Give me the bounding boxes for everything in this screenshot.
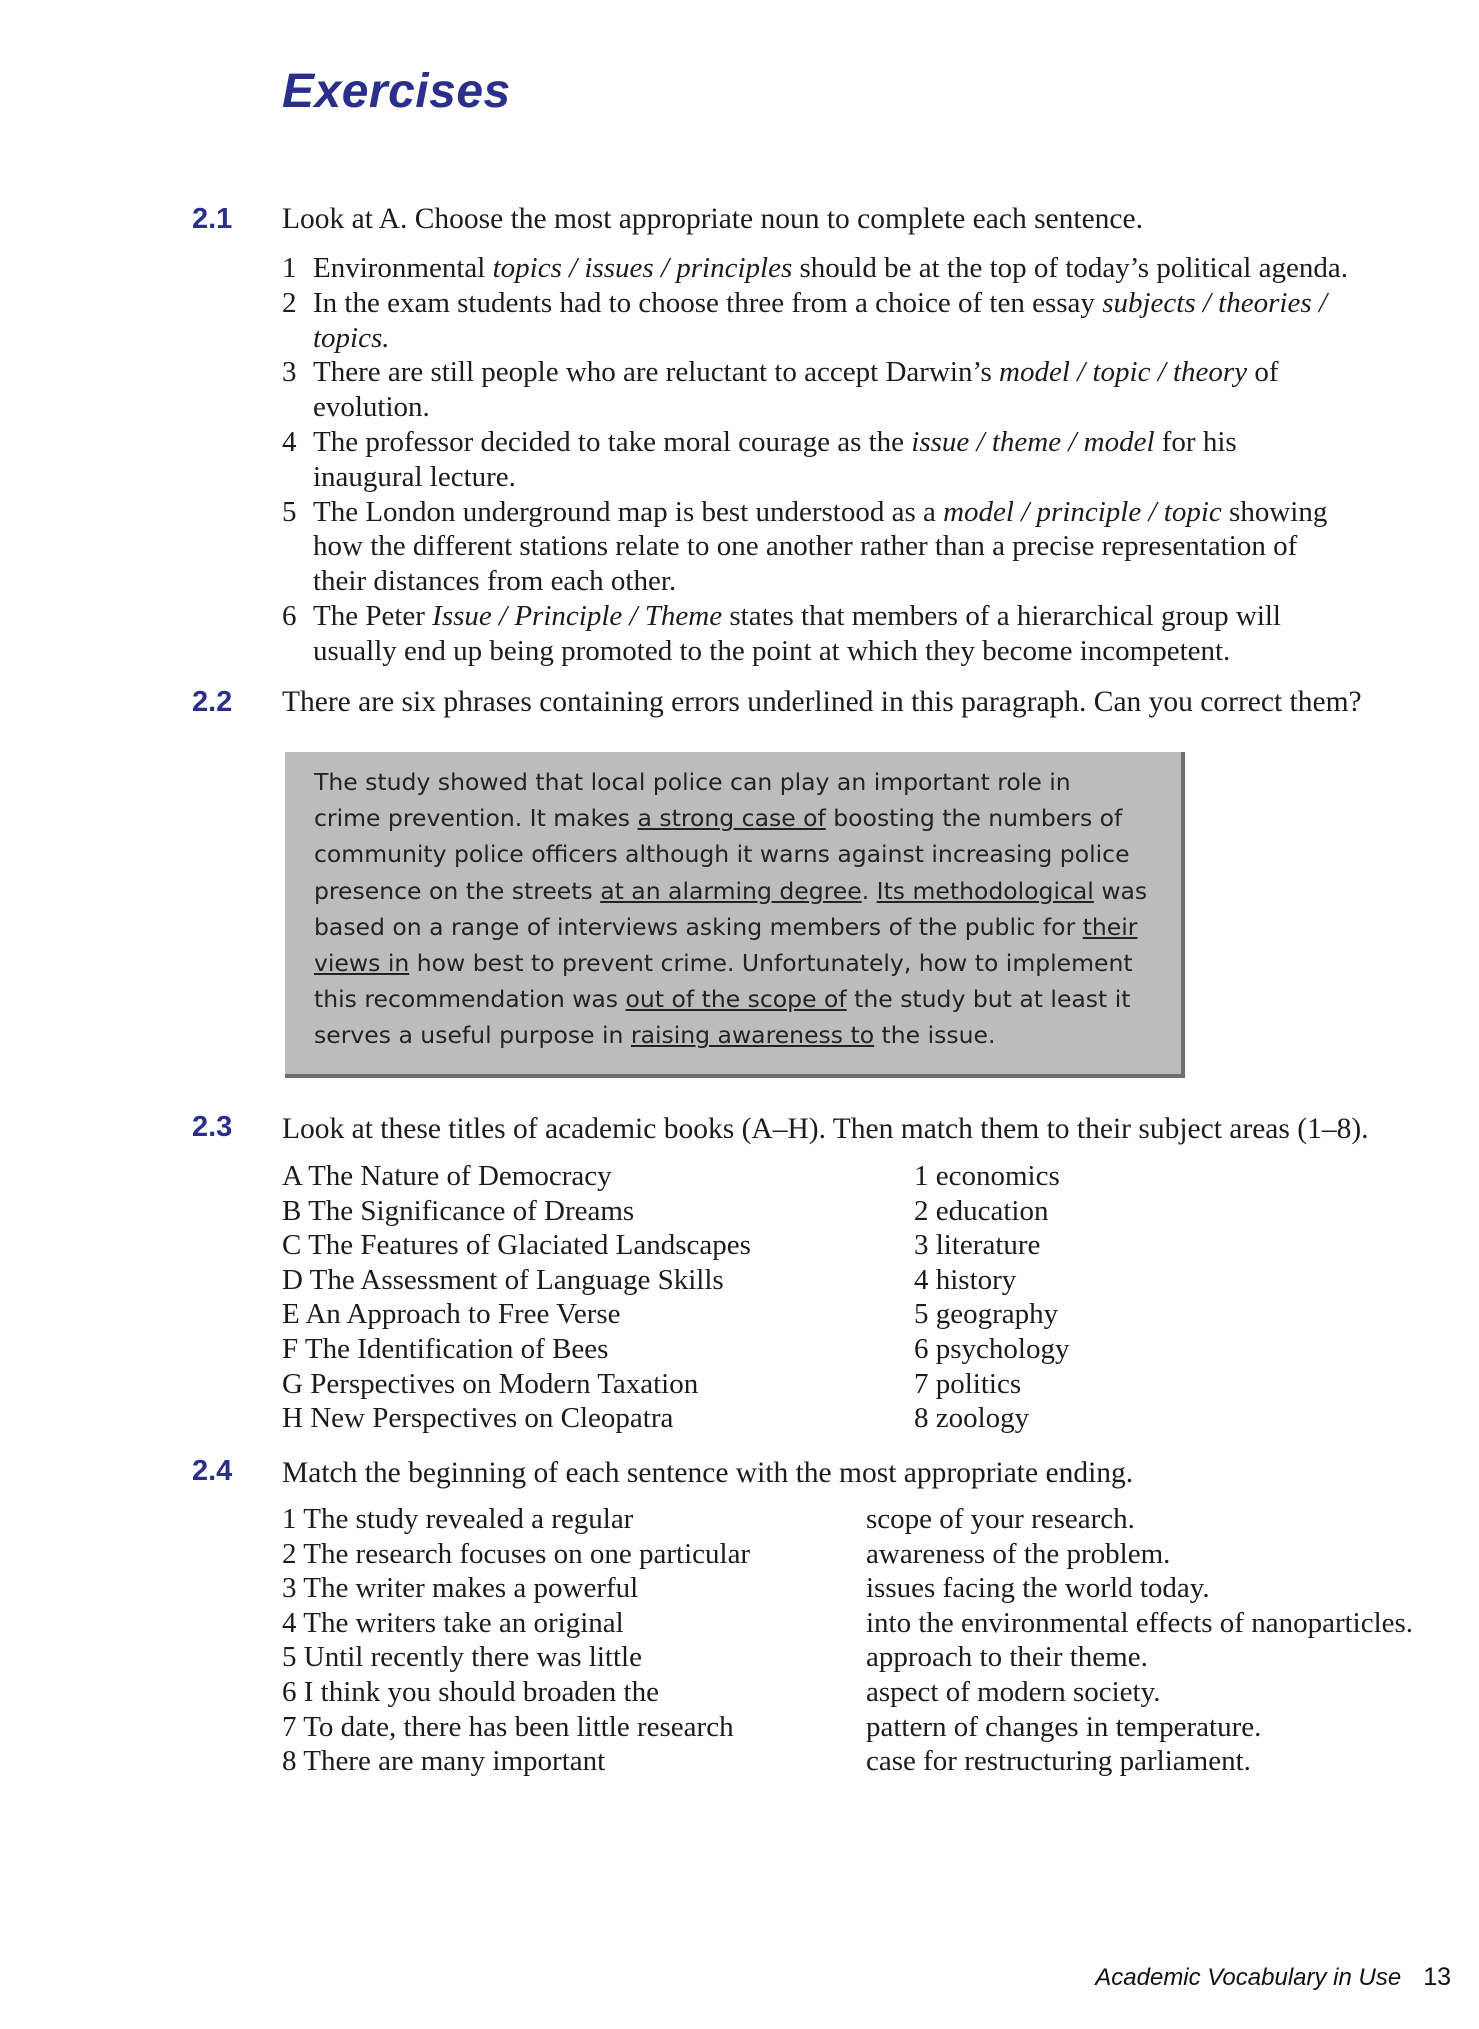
- sentence-beginning-item: 4 The writers take an original: [282, 1606, 624, 1639]
- book-title-item: E An Approach to Free Verse: [282, 1298, 621, 1331]
- paragraph-segment: the study but at least it: [846, 985, 1131, 1014]
- page-number: 13: [1423, 1963, 1451, 1991]
- book-title-item: C The Features of Glaciated Landscapes: [282, 1229, 751, 1262]
- exercise-2-1-item-line: [313, 425, 1448, 460]
- page-footer: [1095, 1963, 1451, 1992]
- subject-area-item: 1 economics: [914, 1160, 1060, 1192]
- paragraph-box: [285, 752, 1185, 1078]
- exercise-2-1-item-number: 5: [282, 495, 297, 528]
- sentence-text: There are still people who are reluctant to accept Darwin’s: [313, 356, 1000, 389]
- sentence-ending-item: scope of your research.: [866, 1503, 1135, 1535]
- sentence-ending-item: issues facing the world today.: [866, 1572, 1210, 1605]
- answer-options: model / principle / topic: [943, 495, 1222, 528]
- paragraph-segment: this recommendation was: [314, 985, 626, 1014]
- underlined-phrase: out of the scope of: [625, 985, 847, 1014]
- sentence-beginning-item: 6 I think you should broaden the: [282, 1676, 659, 1708]
- exercise-2-1-item-line: [313, 495, 1448, 530]
- sentence-text: The Peter: [313, 600, 433, 632]
- sentence-text: how the different stations relate to one another rather than a precise representation of: [313, 530, 1298, 563]
- book-title-item: A The Nature of Democracy: [282, 1160, 612, 1192]
- exercise-2-1-item-line: [313, 251, 1448, 286]
- exercise-2-1-item-line: [313, 564, 1448, 599]
- sentence-text: inaugural lecture.: [313, 460, 516, 493]
- sentence-beginning-item: 1 The study revealed a regular: [282, 1503, 634, 1535]
- paragraph-segment: serves a useful purpose in: [314, 1021, 631, 1050]
- sentence-text: Environmental: [313, 252, 493, 284]
- paragraph-text: [314, 764, 1164, 1054]
- answer-options: model / topic / theory: [999, 356, 1248, 389]
- sentence-text: evolution.: [313, 391, 430, 424]
- exercise-2-1-item-number: 6: [282, 600, 297, 632]
- book-title-item: F The Identification of Bees: [282, 1333, 609, 1365]
- sentence-text: should be at the top of today’s political agenda.: [792, 252, 1348, 284]
- paragraph-line: [314, 764, 1164, 800]
- paragraph-segment: was: [1093, 876, 1148, 905]
- exercise-2-1-item-line: [313, 529, 1448, 564]
- paragraph-line: [314, 909, 1164, 945]
- answer-options: subjects / theories /: [1102, 286, 1327, 319]
- sentence-ending-item: awareness of the problem.: [866, 1537, 1171, 1570]
- paragraph-segment: presence on the streets: [314, 876, 601, 905]
- exercise-2-1-item-number: 3: [282, 356, 297, 389]
- sentence-text: In the exam students had to choose three from a choice of ten essay: [313, 286, 1103, 319]
- sentence-text: of: [1247, 356, 1279, 389]
- exercise-number-2-2: 2.2: [192, 686, 233, 718]
- book-title-item: D The Assessment of Language Skills: [282, 1263, 724, 1296]
- subject-area-item: 3 literature: [914, 1229, 1041, 1262]
- sentence-ending-item: approach to their theme.: [866, 1641, 1148, 1674]
- exercise-2-1-item-line: [313, 390, 1448, 425]
- exercise-2-1-item-number: 4: [282, 426, 297, 458]
- sentence-text: their distances from each other.: [313, 565, 677, 598]
- paragraph-line: [314, 836, 1164, 872]
- sentence-ending-item: into the environmental effects of nanoparticles.: [866, 1606, 1414, 1639]
- paragraph-segment: community police officers although it warns against increasing police: [314, 840, 1130, 869]
- underlined-phrase: Its methodological: [876, 876, 1094, 905]
- book-title-item: G Perspectives on Modern Taxation: [282, 1367, 699, 1400]
- answer-options: Issue / Principle / Theme: [432, 600, 723, 632]
- paragraph-segment: boosting the numbers of: [825, 804, 1123, 833]
- exercise-2-1-item-line: [313, 599, 1448, 634]
- book-title-item: B The Significance of Dreams: [282, 1194, 635, 1227]
- sentence-beginning-item: 3 The writer makes a powerful: [282, 1572, 639, 1605]
- sentence-text: showing: [1221, 495, 1328, 528]
- paragraph-line: [314, 1017, 1164, 1053]
- sentence-text: for his: [1154, 426, 1237, 458]
- book-title: Academic Vocabulary in Use: [1095, 1964, 1402, 1991]
- subject-area-item: 5 geography: [914, 1298, 1059, 1331]
- underlined-phrase: raising awareness to: [630, 1021, 875, 1050]
- paragraph-line: [314, 981, 1164, 1017]
- answer-options: topics / issues / principles: [492, 252, 793, 284]
- exercise-2-1-item-line: [313, 355, 1448, 390]
- sentence-beginning-item: 2 The research focuses on one particular: [282, 1537, 751, 1570]
- book-title-item: H New Perspectives on Cleopatra: [282, 1402, 674, 1435]
- exercise-number-2-3: 2.3: [192, 1111, 233, 1143]
- subject-area-item: 7 politics: [914, 1367, 1022, 1400]
- exercise-2-1-item-number: 1: [282, 252, 297, 284]
- exercise-2-2-instruction: There are six phrases containing errors underlined in this paragraph. Can you correct them?: [282, 686, 1362, 718]
- subject-area-item: 8 zoology: [914, 1402, 1030, 1435]
- subject-area-item: 4 history: [914, 1263, 1017, 1296]
- sentence-beginning-item: 8 There are many important: [282, 1745, 606, 1778]
- paragraph-segment: .: [861, 876, 877, 905]
- paragraph-segment: The study showed that local police can play an important role in: [314, 768, 1071, 796]
- subject-area-item: 2 education: [914, 1194, 1049, 1227]
- sentence-ending-item: case for restructuring parliament.: [866, 1745, 1251, 1778]
- exercise-2-1-instruction: Look at A. Choose the most appropriate noun to complete each sentence.: [282, 203, 1143, 235]
- page-title: Exercises: [282, 65, 511, 118]
- answer-options: topics.: [313, 321, 390, 354]
- paragraph-segment: based on a range of interviews asking members of the public for: [314, 912, 1083, 941]
- exercise-2-3-instruction: Look at these titles of academic books (A–H). Then match them to their subject areas (1–8).: [282, 1113, 1369, 1145]
- exercise-2-1-item-number: 2: [282, 286, 297, 319]
- subject-area-item: 6 psychology: [914, 1333, 1070, 1365]
- sentence-text: The professor decided to take moral courage as the: [313, 426, 912, 458]
- sentence-text: The London underground map is best understood as a: [313, 495, 944, 528]
- sentence-beginning-item: 7 To date, there has been little research: [282, 1710, 734, 1743]
- sentence-text: usually end up being promoted to the point at which they become incompetent.: [313, 634, 1231, 667]
- paragraph-segment: how best to prevent crime. Unfortunately, how to implement: [409, 949, 1133, 978]
- underlined-phrase: views in: [314, 949, 410, 978]
- sentence-ending-item: pattern of changes in temperature.: [866, 1710, 1262, 1743]
- exercise-2-1-item-line: [313, 286, 1448, 321]
- paragraph-line: [314, 873, 1164, 909]
- exercise-number-2-1: 2.1: [192, 203, 233, 235]
- underlined-phrase: at an alarming degree: [600, 876, 862, 905]
- sentence-ending-item: aspect of modern society.: [866, 1676, 1161, 1708]
- exercise-2-4-instruction: Match the beginning of each sentence with the most appropriate ending.: [282, 1457, 1134, 1489]
- paragraph-line: [314, 800, 1164, 836]
- paragraph-segment: the issue.: [874, 1021, 996, 1050]
- exercise-2-1-item-line: [313, 634, 1448, 669]
- paragraph-line: [314, 945, 1164, 981]
- paragraph-segment: crime prevention. It makes: [314, 804, 638, 833]
- exercise-2-1-item-line: [313, 460, 1448, 495]
- underlined-phrase: a strong case of: [637, 804, 826, 833]
- underlined-phrase: their: [1082, 912, 1138, 941]
- answer-options: issue / theme / model: [911, 426, 1155, 458]
- exercise-2-1-item-line: [313, 321, 1448, 356]
- sentence-text: states that members of a hierarchical group will: [722, 600, 1281, 632]
- sentence-beginning-item: 5 Until recently there was little: [282, 1641, 642, 1674]
- exercise-number-2-4: 2.4: [192, 1455, 233, 1487]
